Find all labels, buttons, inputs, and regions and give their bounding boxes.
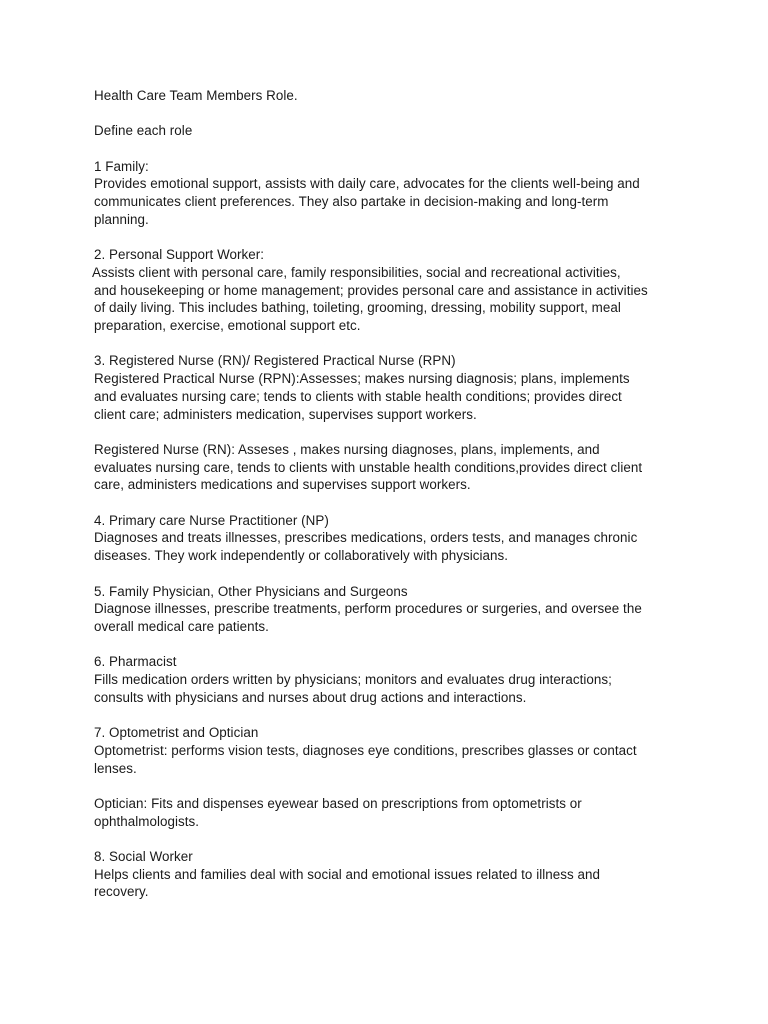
paragraph-line: and housekeeping or home management; provides personal care and assistance in activities — [94, 282, 648, 298]
paragraph-line: preparation, exercise, emotional support etc. — [94, 318, 361, 334]
paragraph-line: lenses. — [94, 760, 137, 776]
paragraph-line: Fills medication orders written by physicians; monitors and evaluates drug interactions; — [94, 672, 612, 688]
spacer — [94, 423, 684, 441]
paragraph-line: and evaluates nursing care; tends to clients with stable health conditions; provides direct — [94, 388, 622, 404]
spacer — [94, 494, 684, 512]
spacer — [94, 777, 684, 795]
paragraph-line: Helps clients and families deal with social and emotional issues related to illness and — [94, 866, 601, 882]
spacer — [94, 229, 684, 247]
document-body — [94, 87, 684, 901]
paragraph-line: Registered Nurse (RN): Asseses , makes nursing diagnoses, plans, implements, and — [94, 441, 600, 457]
section-heading-family: 1 Family: — [94, 158, 149, 174]
paragraph-line: consults with physicians and nurses about drug actions and interactions. — [94, 689, 527, 705]
spacer — [94, 140, 684, 158]
paragraph-line: Provides emotional support, assists with daily care, advocates for the clients well-being and — [94, 176, 640, 192]
spacer — [94, 565, 684, 583]
paragraph-line: client care; administers medication, supervises support workers. — [94, 406, 477, 422]
spacer — [94, 335, 684, 353]
section-heading-physicians: 5. Family Physician, Other Physicians and Surgeons — [94, 583, 408, 599]
spacer — [94, 830, 684, 848]
paragraph-line: communicates client preferences. They also partake in decision-making and long-term — [94, 194, 609, 210]
paragraph-line: recovery. — [94, 884, 149, 900]
paragraph-line: overall medical care patients. — [94, 618, 269, 634]
paragraph-line: ophthalmologists. — [94, 813, 200, 829]
paragraph-line: diseases. They work independently or collaboratively with physicians. — [94, 548, 509, 564]
document-title: Health Care Team Members Role. — [94, 88, 298, 103]
section-heading-registered-nurse: 3. Registered Nurse (RN)/ Registered Practical Nurse (RPN) — [94, 353, 456, 369]
paragraph-line: of daily living. This includes bathing, toileting, grooming, dressing, mobility support, meal — [94, 300, 621, 316]
spacer — [94, 105, 684, 123]
paragraph-line: Registered Practical Nurse (RPN):Assesses; makes nursing diagnosis; plans, implements — [94, 371, 630, 387]
paragraph-line: Optometrist: performs vision tests, diagnoses eye conditions, prescribes glasses or contact — [94, 742, 637, 758]
spacer — [94, 706, 684, 724]
section-heading-personal-support-worker: 2. Personal Support Worker: — [94, 247, 265, 263]
section-heading-optometrist-optician: 7. Optometrist and Optician — [94, 725, 259, 741]
paragraph-line: Optician: Fits and dispenses eyewear based on prescriptions from optometrists or — [94, 795, 582, 811]
spacer — [94, 636, 684, 654]
paragraph-line: planning. — [94, 211, 149, 227]
section-heading-nurse-practitioner: 4. Primary care Nurse Practitioner (NP) — [94, 512, 329, 528]
document-instruction: Define each role — [94, 123, 193, 139]
paragraph-line: Diagnose illnesses, prescribe treatments, perform procedures or surgeries, and oversee the — [94, 601, 642, 617]
section-heading-pharmacist: 6. Pharmacist — [94, 654, 177, 670]
paragraph-line: care, administers medications and supervises support workers. — [94, 477, 471, 493]
section-heading-social-worker: 8. Social Worker — [94, 849, 193, 865]
paragraph-line: Assists client with personal care, family responsibilities, social and recreational activities, — [92, 264, 621, 280]
paragraph-line: evaluates nursing care, tends to clients with unstable health conditions,provides direct client — [94, 459, 643, 475]
paragraph-line: Diagnoses and treats illnesses, prescribes medications, orders tests, and manages chronic — [94, 530, 638, 546]
